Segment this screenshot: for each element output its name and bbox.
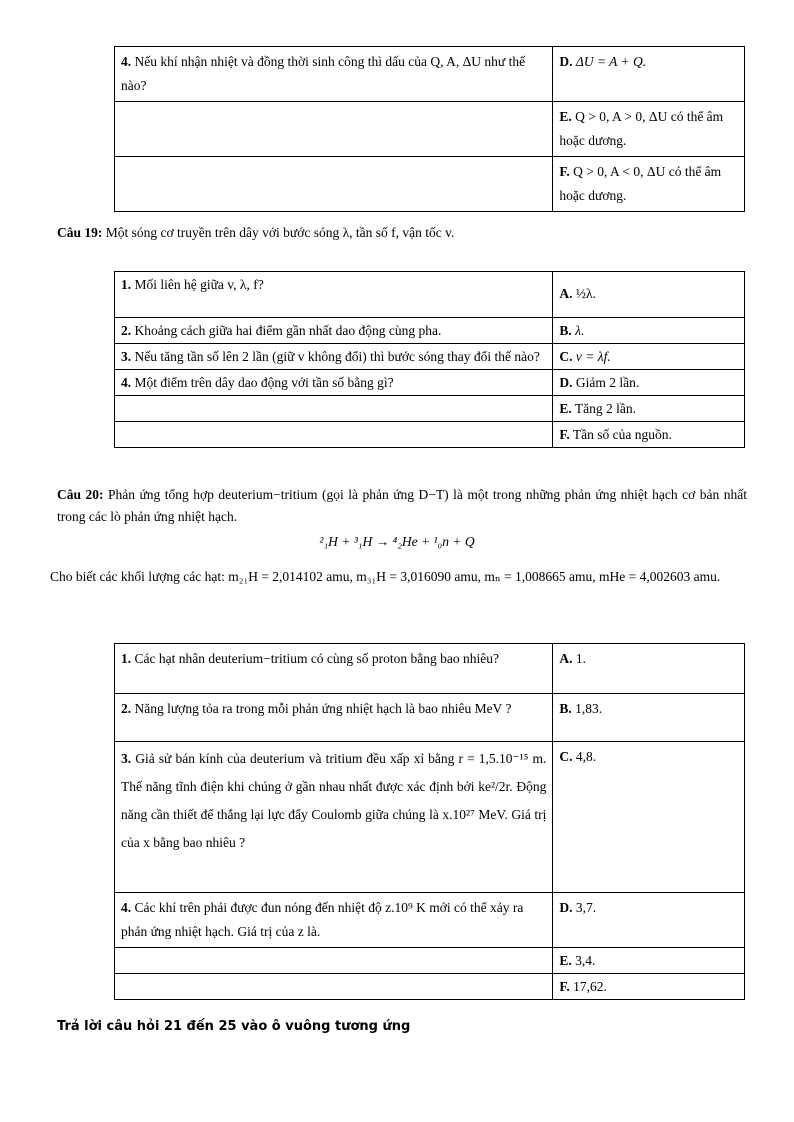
row-text: Khoảng cách giữa hai điểm gần nhất dao động cùng pha.	[134, 323, 442, 338]
option-text: Tăng 2 lần.	[574, 401, 637, 416]
option-text: Giảm 2 lần.	[575, 375, 640, 390]
row-number: 3.	[121, 349, 132, 364]
q20-row-2	[115, 694, 553, 742]
q19-option-a	[553, 272, 745, 318]
row-text: Năng lượng tỏa ra trong mỗi phản ứng nhiệt hạch là bao nhiêu MeV ?	[134, 701, 512, 716]
empty-cell	[115, 102, 553, 157]
option-letter: A.	[559, 651, 573, 666]
option-letter: D.	[559, 375, 573, 390]
option-text: 4,8.	[575, 749, 597, 764]
option-letter: A.	[559, 286, 573, 301]
row-text: Nếu khí nhận nhiệt và đồng thời sinh công thì dấu của Q, A, ΔU như thế nào?	[121, 54, 526, 93]
fusion-equation: ²₁H + ³₁H → ⁴₂He + ¹₀n + Q	[319, 534, 475, 549]
q18-option-d	[553, 47, 745, 102]
option-letter: E.	[559, 953, 572, 968]
q19-row-1	[115, 272, 553, 318]
q20-row-1	[115, 644, 553, 694]
question-label: Câu 20:	[57, 487, 104, 502]
row-number: 2.	[121, 323, 132, 338]
q19-row-4	[115, 370, 553, 396]
q18-table	[114, 46, 745, 212]
q19-table	[114, 271, 745, 448]
option-text: 1,83.	[575, 701, 603, 716]
row-number: 4.	[121, 54, 132, 69]
empty-cell	[115, 396, 553, 422]
option-text: ½λ.	[575, 286, 596, 301]
q18-row-4	[115, 47, 553, 102]
option-text: v = λf.	[575, 349, 611, 364]
row-text: Mối liên hệ giữa v, λ, f?	[134, 277, 264, 292]
option-letter: E.	[559, 401, 572, 416]
q20-option-f	[553, 974, 745, 1000]
q20-row-4	[115, 893, 553, 948]
option-letter: F.	[559, 427, 570, 442]
row-text: Một điểm trên dây dao động với tần số bằng gì?	[134, 375, 394, 390]
option-letter: B.	[559, 701, 572, 716]
row-text: Các khí trên phải được đun nóng đến nhiệt độ z.10⁹ K mới có thể xảy ra phản ứng nhiệt hạch. Giá trị của z là.	[121, 900, 524, 939]
option-text: 3,7.	[575, 900, 597, 915]
q19-stem	[57, 222, 454, 244]
option-text: λ.	[575, 323, 585, 338]
row-number: 4.	[121, 900, 132, 915]
empty-cell	[115, 422, 553, 448]
q19-option-f	[553, 422, 745, 448]
q20-option-c	[553, 742, 745, 893]
option-letter: F.	[559, 979, 570, 994]
option-text: Q > 0, A > 0, ΔU có thể âm hoặc dương.	[559, 109, 724, 148]
question-text: Một sóng cơ truyền trên dây với bước sóng λ, tần số f, vận tốc v.	[105, 225, 455, 240]
option-letter: C.	[559, 349, 573, 364]
option-text: ΔU = A + Q.	[575, 54, 647, 69]
q19-option-b	[553, 318, 745, 344]
q18-option-f	[553, 157, 745, 212]
option-letter: D.	[559, 900, 573, 915]
row-text: Các hạt nhân deuterium−tritium có cùng số proton bằng bao nhiêu?	[134, 651, 500, 666]
q20-option-e	[553, 948, 745, 974]
q20-option-b	[553, 694, 745, 742]
row-text: Nếu tăng tần số lên 2 lần (giữ v không đổi) thì bước sóng thay đổi thế nào?	[134, 349, 540, 364]
q20-stem	[57, 484, 747, 528]
option-letter: D.	[559, 54, 573, 69]
row-number: 3.	[121, 751, 132, 766]
q19-option-c	[553, 344, 745, 370]
option-letter: E.	[559, 109, 572, 124]
question-label: Câu 19:	[57, 225, 103, 240]
option-letter: C.	[559, 749, 573, 764]
empty-cell	[115, 974, 553, 1000]
q20-table	[114, 643, 745, 1000]
q20-option-a	[553, 644, 745, 694]
instruction-footer: Trả lời câu hỏi 21 đến 25 vào ô vuông tương ứng	[57, 1019, 411, 1034]
option-letter: B.	[559, 323, 572, 338]
question-text: Phản ứng tổng hợp deuterium−tritium (gọi là phản ứng D−T) là một trong những phản ứng nhiệt hạch cơ bản nhất trong các lò phản ứng nhiệt hạch.	[57, 487, 747, 524]
option-text: Q > 0, A < 0, ΔU có thể âm hoặc dương.	[559, 164, 722, 203]
row-number: 2.	[121, 701, 132, 716]
row-text: Giả sử bán kính của deuterium và tritium đều xấp xỉ bằng r = 1,5.10⁻¹⁵ m. Thế năng tĩnh điện khi chúng ở gần nhau nhất được xác định bởi ke²/2r. Động năng cần thiết để thắng lại lực đẩy Coulomb giữa chúng là x.10²⁷ MeV. Giá trị của x bằng bao nhiêu ?	[121, 751, 547, 850]
option-text: 17,62.	[573, 979, 607, 994]
q20-option-d	[553, 893, 745, 948]
option-text: 3,4.	[575, 953, 596, 968]
row-number: 1.	[121, 277, 132, 292]
empty-cell	[115, 157, 553, 212]
option-letter: F.	[559, 164, 570, 179]
q18-option-e	[553, 102, 745, 157]
q20-row-3	[115, 742, 553, 893]
q19-row-3	[115, 344, 553, 370]
empty-cell	[115, 948, 553, 974]
q19-row-2	[115, 318, 553, 344]
row-number: 1.	[121, 651, 132, 666]
q19-option-e	[553, 396, 745, 422]
option-text: 1.	[575, 651, 587, 666]
row-number: 4.	[121, 375, 132, 390]
option-text: Tần số của nguồn.	[572, 427, 672, 442]
q19-option-d	[553, 370, 745, 396]
mass-data: Cho biết các khối lượng các hạt: m₂₁H = 2,014102 amu, m₃₁H = 3,016090 amu, mₙ = 1,008665 amu, mHe = 4,002603 amu.	[50, 569, 721, 584]
